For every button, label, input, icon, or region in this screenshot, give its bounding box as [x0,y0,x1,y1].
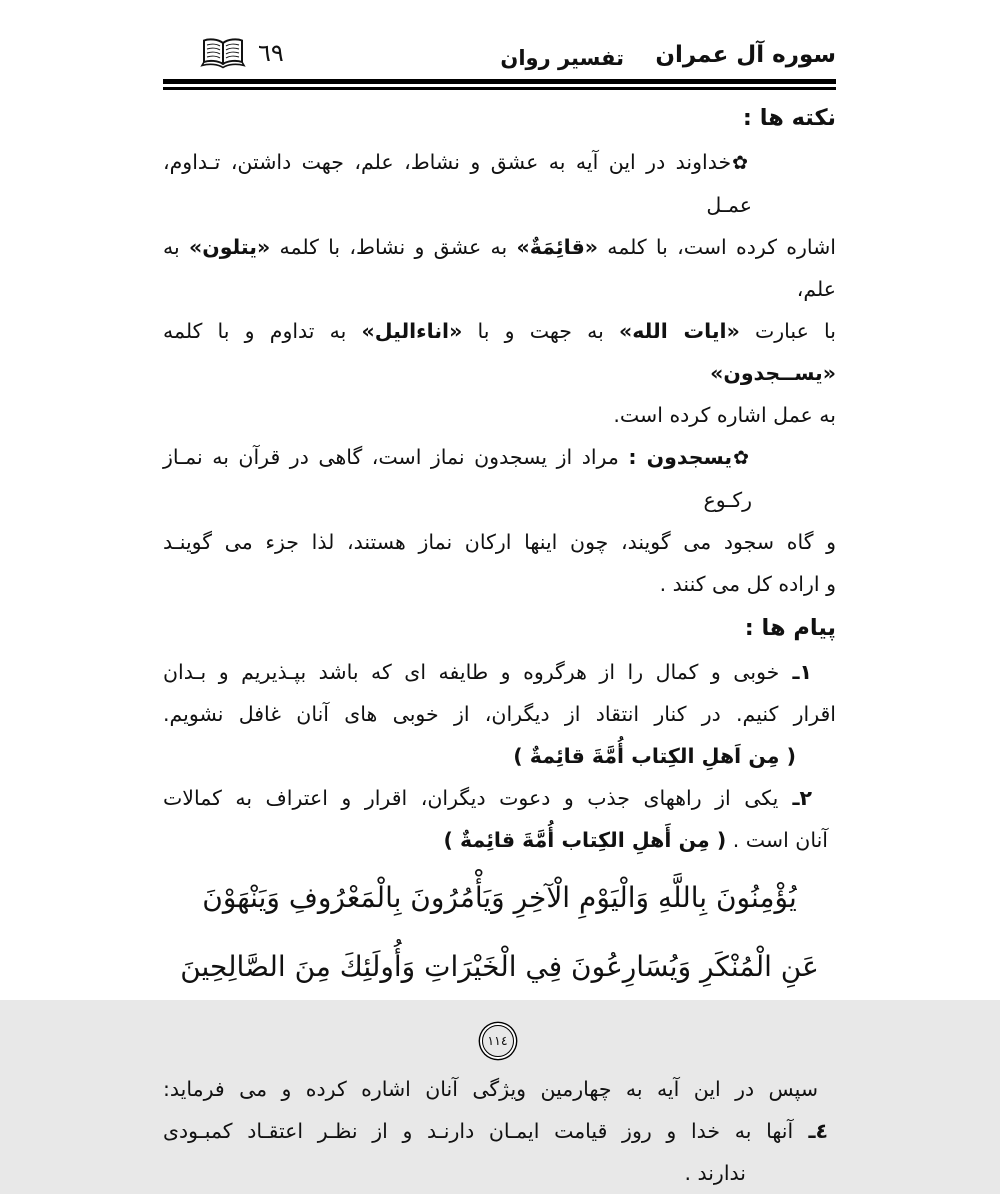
message-2-line-1 [163,777,836,819]
florette-bullet-icon: ✿ [733,447,752,469]
text-span: ( مِن اَهلِ الکِتاب أُمَّةَ قائِمةٌ ) [513,744,796,768]
note-2-line-1 [163,436,836,521]
text-span: به عمل اشاره کرده است. [613,403,836,427]
page-body [163,95,836,1194]
text-span: پیام ها : [744,615,836,641]
page-header [160,34,836,80]
text-span: به عشق و نشاط، با کلمه [270,235,517,259]
text-span: نکته ها : [742,105,836,131]
text-span: خوبی و کمال را از هرگروه و طایفه ای که باشد بپـذیریم و بـدان [163,660,780,684]
message-4-line-1 [163,1110,836,1152]
ayah-number: ١١٤ [482,1025,514,1057]
message-2-line-2 [163,819,836,861]
text-span: و اراده کل می کنند . [659,572,836,596]
rule-thin-line [163,87,836,90]
quran-verse-line-1 [163,866,836,930]
text-span: «یســجدون» [710,361,836,385]
notes-heading [163,95,836,141]
florette-bullet-icon: ✿ [732,152,752,174]
open-book-icon [200,36,246,70]
text-span: آنان است . [726,828,828,852]
text-span: ندارند . [684,1161,746,1185]
text-span: ٤ـ [793,1119,828,1143]
note-1-line-4 [163,394,836,436]
text-span: مراد از یسجدون نماز است، گاهی در قرآن به نمـاز رکـوع [163,445,752,512]
message-1-line-2 [163,693,836,735]
text-span: ٢ـ [778,786,812,810]
verse-reference-1 [163,735,836,777]
text-span: به جهت و با [462,319,619,343]
page-number: ٦٩ [258,39,284,67]
note-1-line-3 [163,310,836,394]
text-span: «ایات الله» [618,319,740,343]
messages-heading [163,605,836,651]
text-span: «یتلون» [188,235,271,259]
text-span: سپس در این آیه به چهارمین ویژگی آنان اشاره کرده و می فرماید: [163,1077,818,1101]
text-span: ١ـ [779,660,812,684]
text-span: با عبارت [739,319,836,343]
note-1-line-2 [163,226,836,310]
surah-title: سوره آل عمران [655,42,836,68]
text-span: یسجدون : [628,445,733,469]
message-4-line-2 [163,1152,836,1194]
text-span: آنها به خدا و روز قیامت ایمـان دارنـد و از نظـر اعتقـاد کمبـودی [163,1119,794,1143]
note-1-line-1 [163,141,836,226]
rule-thick-line [163,79,836,84]
closing-line-1 [163,1068,836,1110]
text-span: اقرار کنیم. در کنار انتقاد از دیگران، از خوبی های آنان غافل نشویم. [163,702,836,726]
message-1-line-1 [163,651,836,693]
text-span: به تداوم و با کلمه [163,319,362,343]
book-title: تفسیر روان [500,46,624,70]
text-span: و گاه سجود می گویند، چون اینها ارکان نماز هستند، لذا جزء می گوینـد [163,530,836,554]
text-span: «اناءالیل» [361,319,463,343]
text-span: خداوند در این آیه به عشق و نشاط، علم، جهت داشتن، تـداوم، عمـل [163,150,752,217]
text-span: ( مِن أَهلِ الکِتاب أُمَّةَ قائِمةٌ ) [443,828,727,852]
header-divider-rule [163,79,836,90]
note-2-line-2 [163,521,836,563]
text-span: يُؤْمِنُونَ بِاللَّهِ وَالْيَوْمِ الْآخِرِ وَيَأْمُرُونَ بِالْمَعْرُوفِ وَيَنْهَوْنَ [202,881,797,914]
quran-verse-line-2 [163,935,836,1063]
text-span: «قائِمَةٌ» [516,235,598,259]
text-span: یکی از راههای جذب و دعوت دیگران، اقرار و اعتراف به کمالات [163,786,779,810]
text-span: اشاره کرده است، با کلمه [597,235,836,259]
text-span: به علم، [163,235,836,301]
text-span: عَنِ الْمُنْكَرِ وَيُسَارِعُونَ فِي الْخَيْرَاتِ وَأُولَئِكَ مِنَ الصَّالِحِينَ [180,950,819,983]
note-2-line-3 [163,563,836,605]
header-left-group [200,36,284,70]
